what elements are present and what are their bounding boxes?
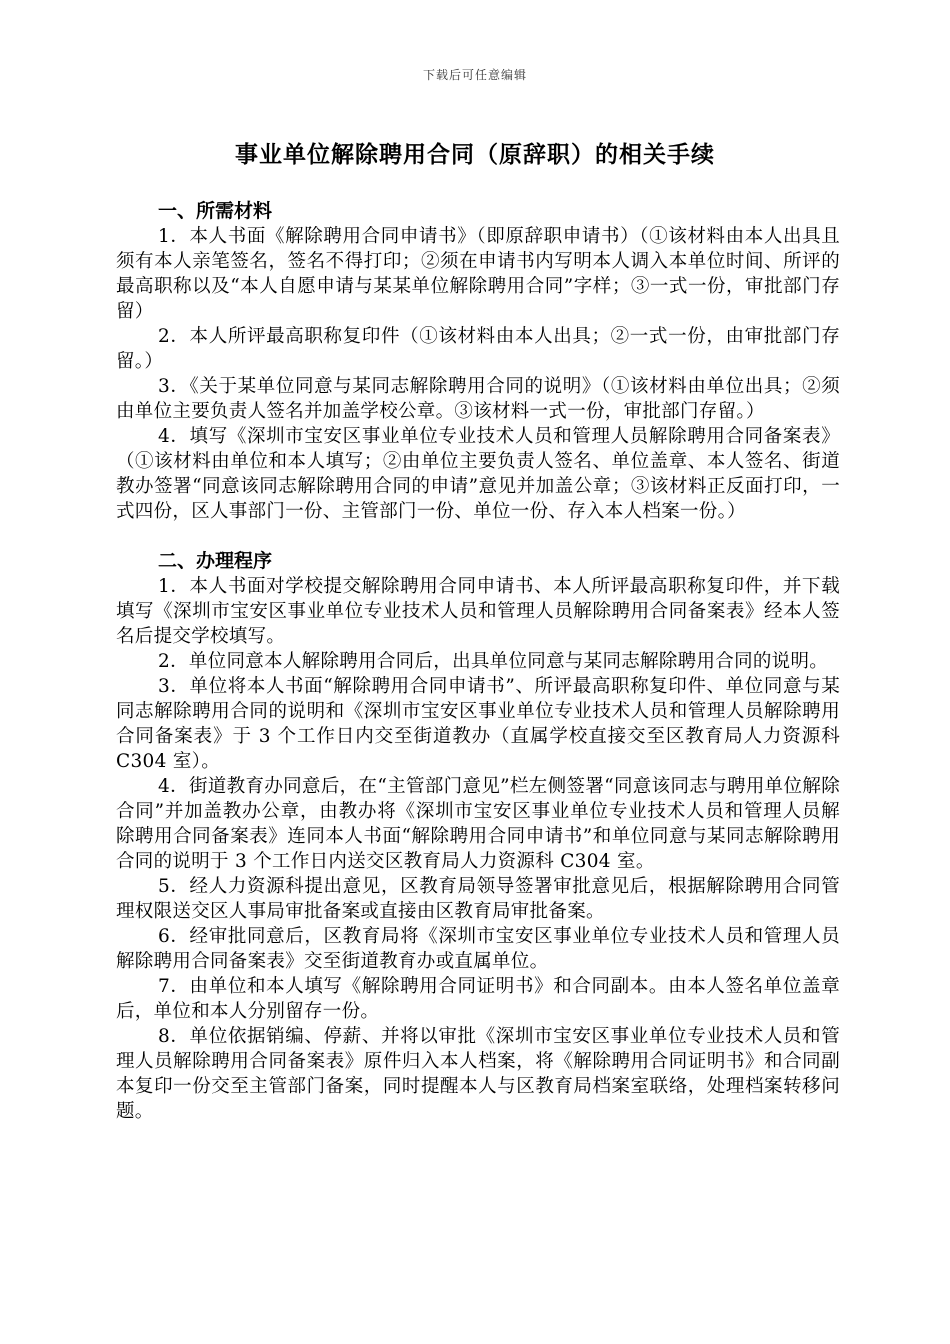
section-procedure [116, 548, 840, 1124]
list-item: 5．经人力资源科提出意见，区教育局领导签署审批意见后，根据解除聘用合同管理权限送交区人事局审批备案或直接由区教育局审批备案。 [116, 876, 840, 922]
list-item: 4．填写《深圳市宝安区事业单位专业技术人员和管理人员解除聘用合同备案表》（①该材料由单位和本人填写；②由单位主要负责人签名、单位盖章、本人签名、街道教办签署“同意该同志解除聘用合同的申请”意见并加盖公章；③该材料正反面打印，一式四份，区人事部门一份、主管部门一份、单位一份、存入本人档案一份。） [116, 426, 840, 522]
document-body [116, 198, 840, 1124]
section-materials [116, 198, 840, 524]
list-item: 6．经审批同意后，区教育局将《深圳市宝安区事业单位专业技术人员和管理人员解除聘用合同备案表》交至街道教育办或直属单位。 [116, 926, 840, 972]
list-item: 7．由单位和本人填写《解除聘用合同证明书》和合同副本。由本人签名单位盖章后，单位和本人分别留存一份。 [116, 976, 840, 1022]
list-item: 8．单位依据销编、停薪、并将以审批《深圳市宝安区事业单位专业技术人员和管理人员解除聘用合同备案表》原件归入本人档案，将《解除聘用合同证明书》和合同副本复印一份交至主管部门备案，同时提醒本人与区教育局档案室联络，处理档案转移问题。 [116, 1026, 840, 1122]
list-item: 2．单位同意本人解除聘用合同后，出具单位同意与某同志解除聘用合同的说明。 [158, 651, 829, 672]
document-title: 事业单位解除聘用合同（原辞职）的相关手续 [235, 141, 715, 168]
section-heading: 一、所需材料 [158, 200, 273, 222]
list-item: 4．街道教育办同意后，在“主管部门意见”栏左侧签署“同意该同志与聘用单位解除合同”并加盖教办公章，由教办将《深圳市宝安区事业单位专业技术人员和管理人员解除聘用合同备案表》连同本人书面“解除聘用合同申请书”和单位同意与某同志解除聘用合同的说明于 3 个工作日内送交区教育局人力资源科 C304 室。 [116, 776, 840, 872]
list-item: 1．本人书面《解除聘用合同申请书》（即原辞职申请书）（①该材料由本人出具且须有本人亲笔签名，签名不得打印；②须在申请书内写明本人调入本单位时间、所评的最高职称以及“本人自愿申请与某某单位解除聘用合同”字样；③一式一份，审批部门存留） [116, 226, 840, 322]
section-heading: 二、办理程序 [158, 550, 273, 572]
list-item: 3．《关于某单位同意与某同志解除聘用合同的说明》（①该材料由单位出具；②须由单位主要负责人签名并加盖学校公章。③该材料一式一份，审批部门存留。） [116, 376, 840, 422]
list-item: 3．单位将本人书面“解除聘用合同申请书”、所评最高职称复印件、单位同意与某同志解除聘用合同的说明和《深圳市宝安区事业单位专业技术人员和管理人员解除聘用合同备案表》于 3 个工作日内交至街道教办（直属学校直接交至区教育局人力资源科 C304 室）。 [116, 676, 840, 772]
list-item: 1．本人书面对学校提交解除聘用合同申请书、本人所评最高职称复印件，并下载填写《深圳市宝安区事业单位专业技术人员和管理人员解除聘用合同备案表》经本人签名后提交学校填写。 [116, 576, 840, 647]
header-note: 下载后可任意编辑 [422, 68, 527, 82]
list-item: 2．本人所评最高职称复印件（①该材料由本人出具；②一式一份，由审批部门存留。） [116, 326, 840, 372]
